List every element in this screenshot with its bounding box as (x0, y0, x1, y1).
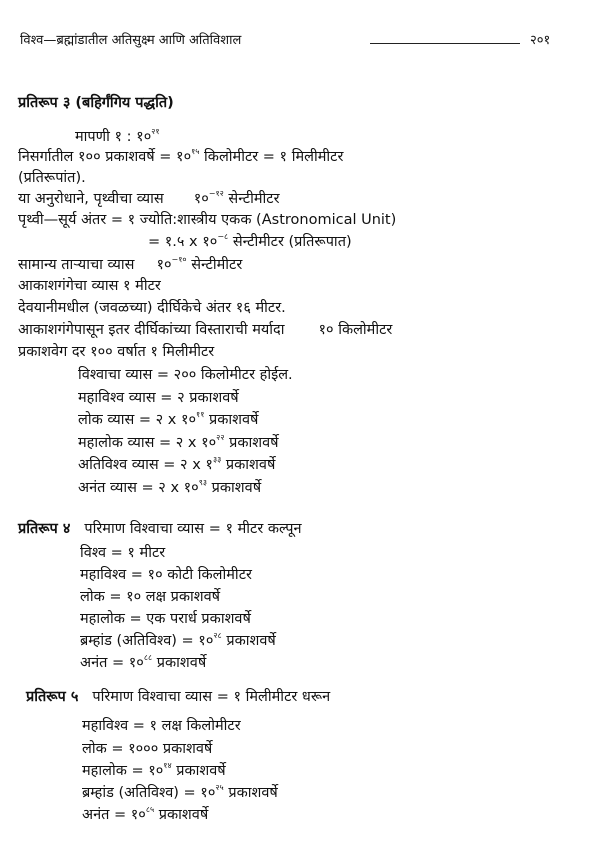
earth-diameter-line: या अनुरोधाने, पृथ्वीचा व्यास $१०^{-१२}$ सेन्टीमीटर (18, 189, 280, 207)
andromeda-line: देवयानीमधील (जवळच्या) दीर्घिकेचे अंतर १६ मीटर. (18, 300, 286, 316)
s4-anant-line: अनंत = $१०^{८८}$ प्रकाशवर्षे (80, 653, 207, 671)
au-value-line: = १.५ x $१०^{-८}$ सेन्टीमीटर (प्रतिरूपात) (148, 232, 352, 250)
s4-mahavishwa-line: महाविश्व = १० कोटी किलोमीटर (80, 567, 252, 583)
mahavishwa-line: महाविश्व व्यास = २ प्रकाशवर्षे (78, 390, 239, 406)
scale-line (75, 128, 160, 146)
lok-line: लोक व्यास = २ x $१०^{११}$ प्रकाशवर्षे (78, 410, 259, 428)
section3-heading: प्रतिरूप ३ (बहिर्गंगिय पद्धति) (18, 95, 174, 111)
section5-heading: प्रतिरूप ५ परिमाण विश्वाचा व्यास = १ मिलीमीटर धरून (26, 689, 331, 705)
ativishwa-line: अतिविश्व व्यास = २ x $१^{३३}$ प्रकाशवर्षे (78, 455, 276, 473)
galaxy-extent-line: आकाशगंगेपासून इतर दीर्घिकांच्या विस्ताराची मर्यादा १० किलोमीटर (18, 322, 393, 338)
s4-vishwa-line: विश्व = १ मीटर (80, 545, 166, 561)
anant-line: अनंत व्यास = २ x $१०^{९३}$ प्रकाशवर्षे (78, 478, 262, 496)
s5-mahalok-line: महालोक = $१०^{१४}$ प्रकाशवर्षे (82, 761, 226, 779)
earth-sun-line: पृथ्वी—सूर्य अंतर = १ ज्योति:शास्त्रीय एकक (Astronomical Unit) (18, 212, 397, 228)
s4-lok-line: लोक = १० लक्ष प्रकाशवर्षे (80, 589, 221, 605)
s5-anant-line: अनंत = $१०^{८५}$ प्रकाशवर्षे (82, 805, 209, 823)
mahalok-line: महालोक व्यास = २ x $१०^{२२}$ प्रकाशवर्षे (78, 433, 279, 451)
universe-diameter-line: विश्वाचा व्यास = २०० किलोमीटर होईल. (78, 367, 293, 383)
light-speed-line: प्रकाशवेग दर १०० वर्षात १ मिलीमीटर (18, 344, 215, 360)
s5-mahavishwa-line: महाविश्व = १ लक्ष किलोमीटर (82, 718, 241, 734)
model-note-line: (प्रतिरूपांत). (18, 170, 86, 186)
scale-label: मापणी १ : १० (75, 129, 152, 145)
s4-mahalok-line: महालोक = एक परार्ध प्रकाशवर्षे (80, 611, 251, 627)
running-header-title: विश्व—ब्रह्मांडातील अतिसुक्ष्म आणि अतिविशाल (20, 33, 242, 48)
galaxy-diameter-line: आकाशगंगेचा व्यास १ मीटर (18, 278, 161, 294)
header-rule (370, 43, 520, 44)
scale-exponent: २१ (151, 127, 160, 137)
page-number: २०१ (530, 33, 551, 48)
nature-distance-line: निसर्गातील १०० प्रकाशवर्षे = $१०^{१५}$ किलोमीटर = १ मिलीमीटर (18, 147, 344, 165)
s5-lok-line: लोक = १००० प्रकाशवर्षे (82, 741, 213, 757)
s4-brahmand-line: ब्रम्हांड (अतिविश्व) = $१०^{२८}$ प्रकाशवर्षे (80, 631, 276, 649)
section4-heading: प्रतिरूप ४ परिमाण विश्वाचा व्यास = १ मीटर कल्पून (18, 521, 302, 537)
star-diameter-line: सामान्य ताऱ्याचा व्यास $१०^{-१०}$ सेन्टीमीटर (18, 255, 243, 273)
s5-brahmand-line: ब्रम्हांड (अतिविश्व) = $१०^{२५}$ प्रकाशवर्षे (82, 783, 278, 801)
